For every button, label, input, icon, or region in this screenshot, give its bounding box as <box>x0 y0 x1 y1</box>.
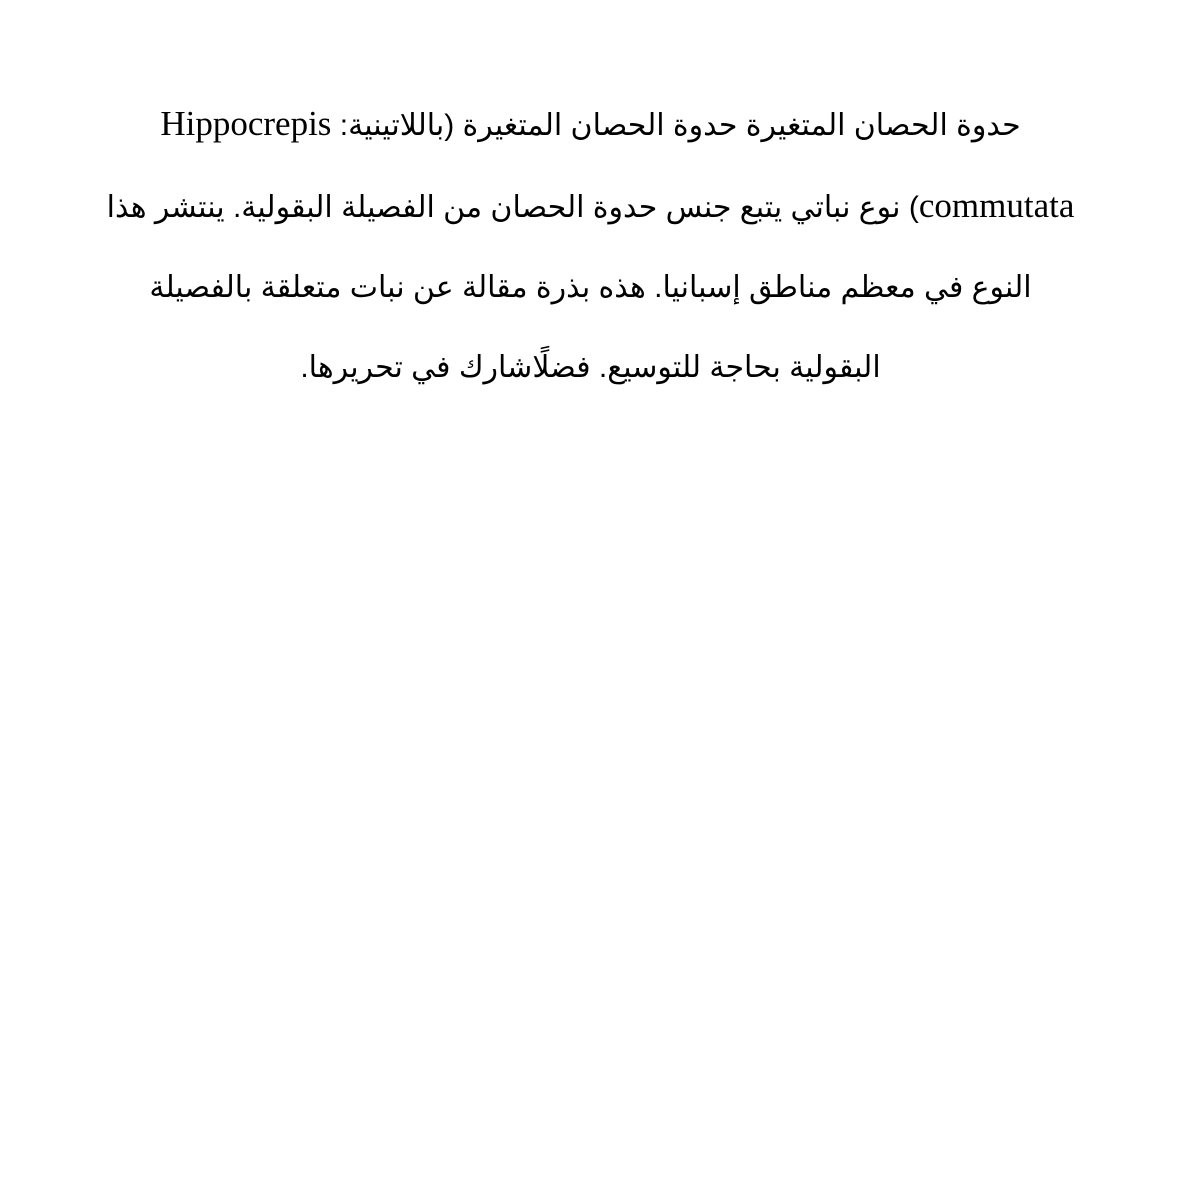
paragraph-body: ) نوع نباتي يتبع جنس حدوة الحصان من الفصيلة البقولية. ينتشر هذا النوع في معظم مناطق إسبانيا. هذه بذرة مقالة عن نبات متعلقة بالفصيلة البقولية بحاجة للتوسيع. فضلًاشارك في تحريرها. <box>106 191 1032 384</box>
paragraph-intro: حدوة الحصان المتغيرة حدوة الحصان المتغيرة (باللاتينية: <box>331 109 1021 142</box>
latin-name: Hippocrepis commutata <box>160 104 1075 225</box>
article-paragraph <box>100 84 1081 408</box>
